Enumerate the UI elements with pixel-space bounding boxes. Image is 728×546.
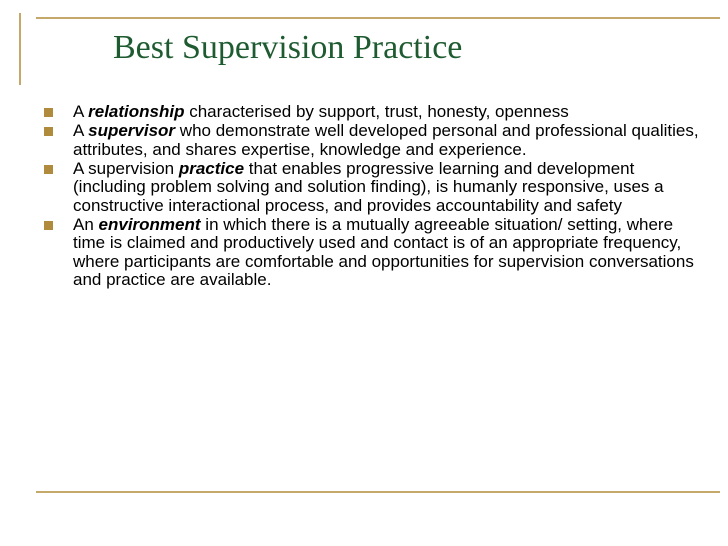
frame-top-line — [36, 17, 720, 19]
square-bullet-icon — [44, 221, 53, 230]
bullet-item-environment — [44, 216, 704, 290]
bullet-keyword: practice — [178, 158, 245, 178]
bullet-keyword: supervisor — [88, 121, 176, 140]
square-bullet-icon — [44, 127, 53, 136]
frame-bottom-line — [36, 491, 720, 493]
square-bullet-icon — [44, 165, 53, 174]
bullet-item-supervisor — [44, 122, 704, 159]
bullet-text: that enables progressive learning and development (including problem solving and solution finding), is humanly responsive, uses a constructive interactional process, and provides accountability and safety — [73, 158, 664, 215]
frame-left-line — [19, 13, 21, 85]
bullet-keyword: environment — [98, 214, 201, 234]
bullet-prefix: A — [73, 102, 89, 121]
bullet-list — [44, 103, 704, 290]
bullet-text: in which there is a mutually agreeable situation/ setting, where time is claimed and productively used and contact is of an appropriate frequency, where participants are comfortable and opportunities for supervision conversations and practice are available. — [73, 214, 694, 289]
bullet-prefix: An — [73, 214, 99, 234]
bullet-keyword: relationship — [88, 102, 185, 121]
bullet-prefix: A supervision — [73, 158, 179, 178]
bullet-prefix: A — [73, 121, 89, 140]
bullet-text: who demonstrate well developed personal and professional qualities, attributes, and shares expertise, knowledge and experience. — [73, 121, 699, 159]
bullet-item-practice — [44, 160, 704, 216]
bullet-item-relationship — [44, 103, 704, 122]
slide-title: Best Supervision Practice — [113, 29, 463, 66]
bullet-text: characterised by support, trust, honesty, openness — [184, 102, 569, 121]
square-bullet-icon — [44, 108, 53, 117]
